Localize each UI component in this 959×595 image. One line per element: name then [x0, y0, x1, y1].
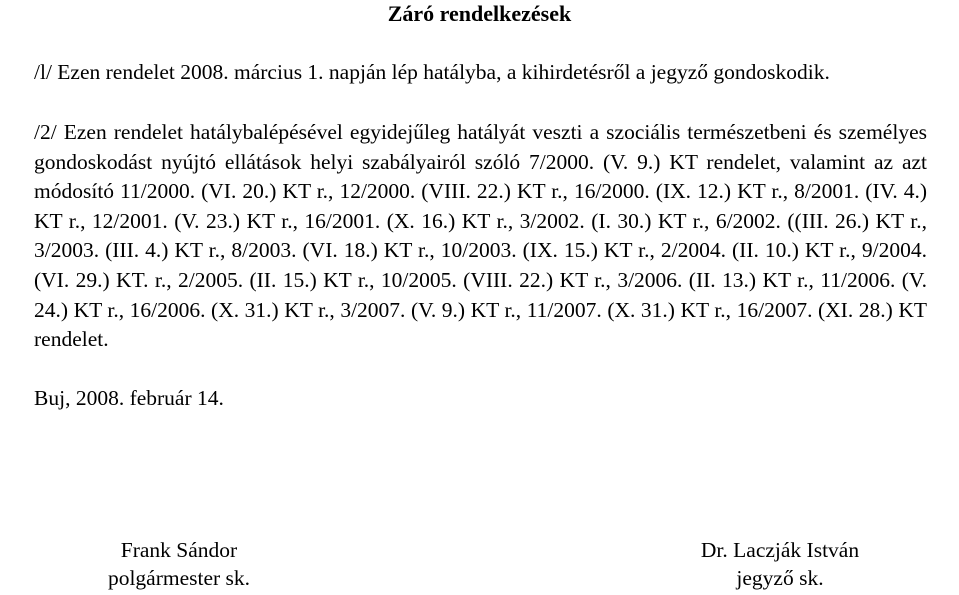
signature-name: Dr. Laczják István — [700, 538, 860, 562]
paragraph-1: /l/ Ezen rendelet 2008. március 1. napján lép hatályba, a kihirdetésről a jegyző gondoskodik. — [34, 60, 830, 84]
section-title: Záró rendelkezések — [387, 1, 572, 26]
paragraph-2: /2/ Ezen rendelet hatálybalépésével egyidejűleg hatályát veszti a szociális természetbeni és személyes gondoskodást nyújtó ellátások helyi szabályairól szóló 7/2000. (V. 9.) KT rendelet, valamint az azt módosító 11/2000. (VI. 20.) KT r., 12/2000. (VIII. 22.) KT r., 16/2000. (IX. 12.) KT r., 8/2001. (IV. 4.) KT r., 12/2001. (V. 23.) KT r., 16/2001. (X. 16.) KT r., 3/2002. (I. 30.) KT r., 6/2002. ((III. 26.) KT r., 3/2003. (III. 4.) KT r., 8/2003. (VI. 18.) KT r., 10/2003. (IX. 15.) KT r., 2/2004. (II. 10.) KT r., 9/2004. (VI. 29.) KT. r., 2/2005. (II. 15.) KT r., 10/2005. (VIII. 22.) KT r., 3/2006. (II. 13.) KT r., 11/2006. (V. 24.) KT r., 16/2006. (X. 31.) KT r., 3/2007. (V. 9.) KT r., 11/2007. (X. 31.) KT r., 16/2007. (XI. 28.) KT rendelet. — [34, 120, 927, 352]
place-date: Buj, 2008. február 14. — [34, 386, 224, 410]
signature-name: Frank Sándor — [120, 538, 238, 562]
signature-mayor — [74, 536, 284, 592]
signature-notary — [655, 536, 905, 592]
signature-role: jegyző sk. — [736, 566, 824, 590]
signature-role: polgármester sk. — [107, 566, 251, 590]
